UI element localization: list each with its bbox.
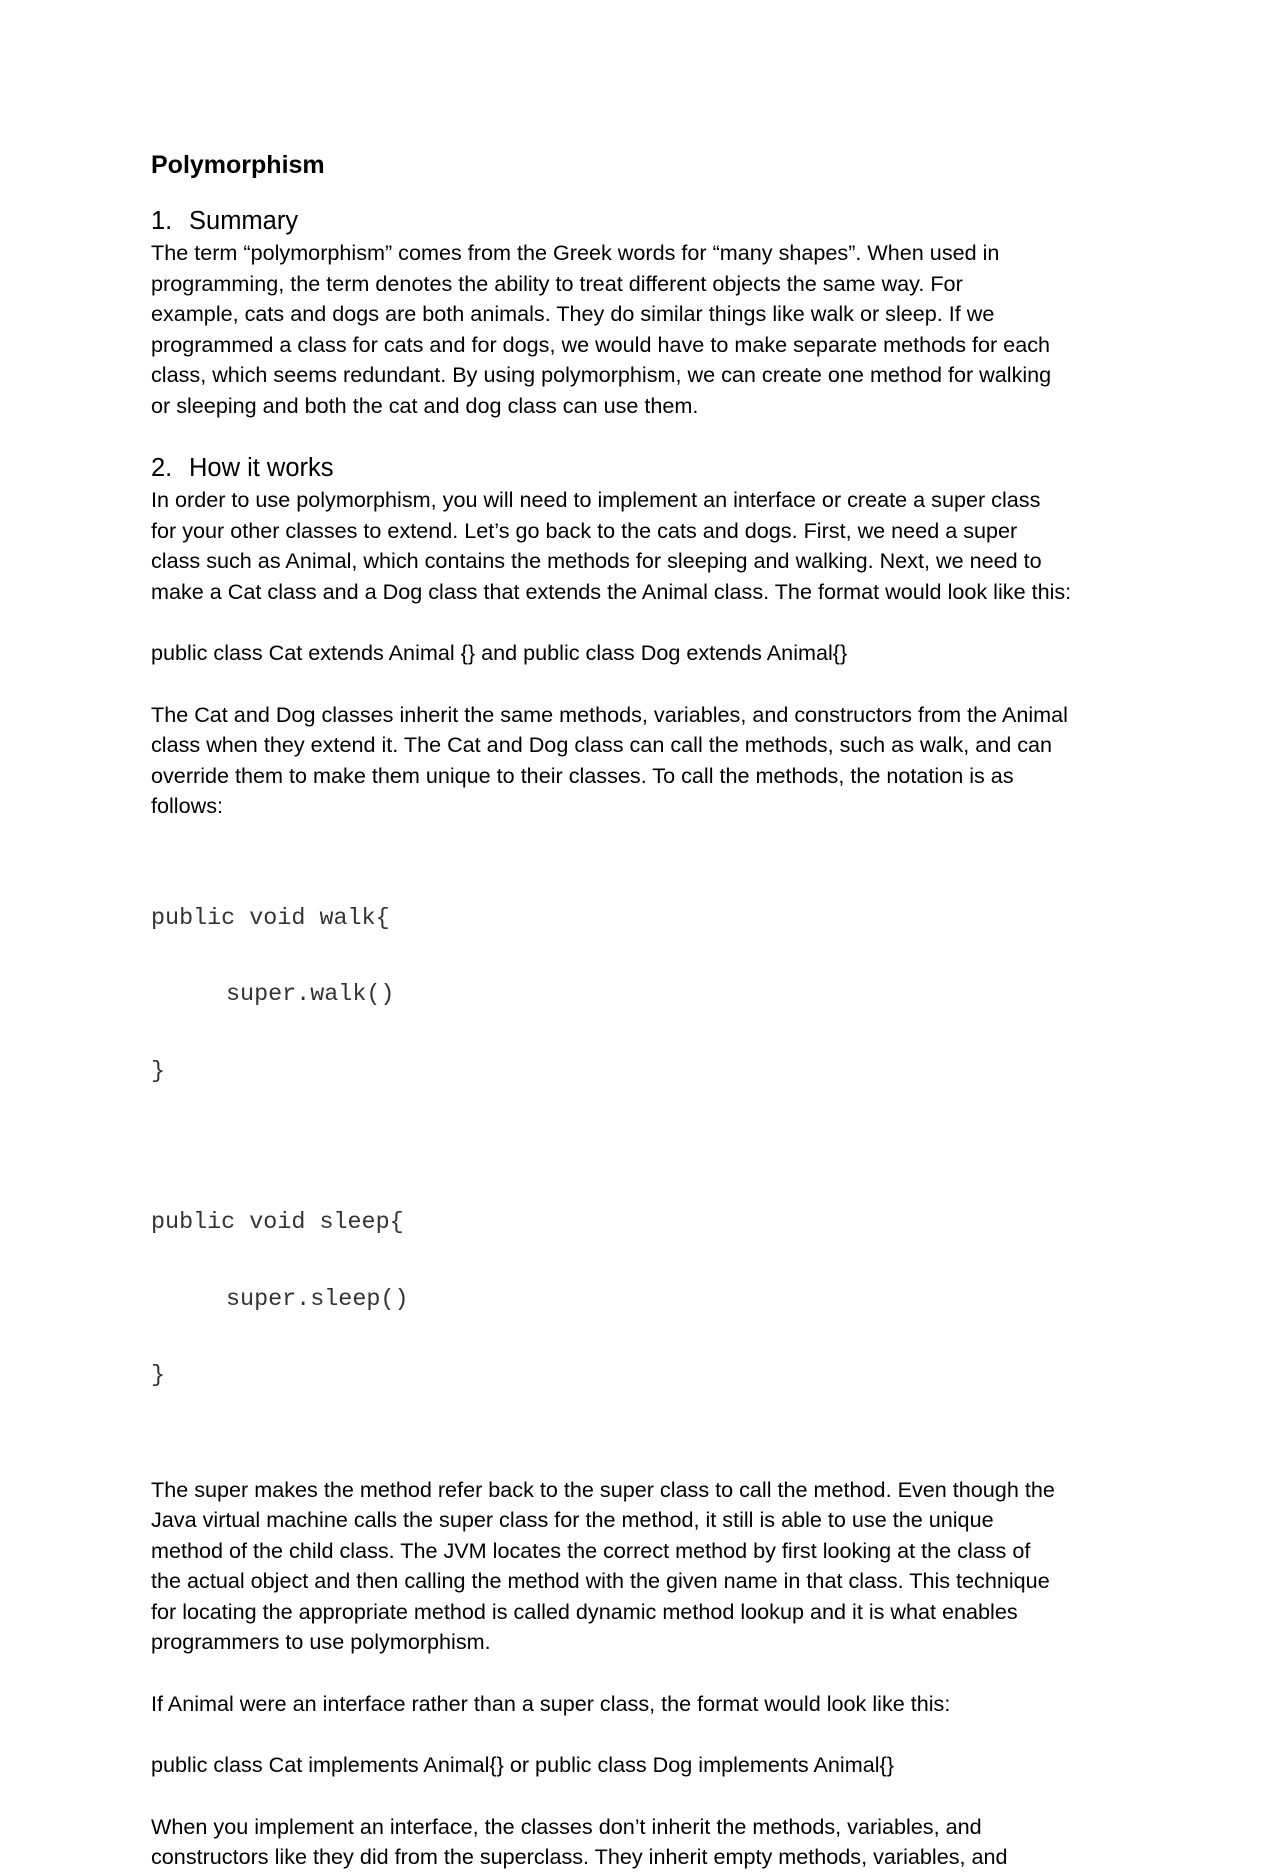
section-how-it-works	[151, 451, 1136, 1873]
section-summary	[151, 204, 1136, 421]
intro-paragraph	[151, 485, 1136, 607]
text-line: class, which seems redundant. By using polymorphism, we can create one method for walking	[151, 362, 1052, 387]
code-block-walk	[151, 856, 1136, 1137]
code-line: public void sleep{	[151, 1210, 404, 1236]
text-line: make a Cat class and a Dog class that extends the Animal class. The format would look like this:	[151, 578, 1072, 604]
super-paragraph	[151, 1475, 1136, 1658]
text-line: or sleeping and both the cat and dog class can use them.	[151, 392, 699, 418]
text-line: example, cats and dogs are both animals. They do similar things like walk or sleep. If we	[151, 301, 995, 326]
text-line: class when they extend it. The Cat and Dog class can call the methods, such as walk, and can	[151, 732, 1053, 757]
text-line: follows:	[151, 793, 224, 818]
text-line: the actual object and then calling the method with the given name in that class. This technique	[151, 1568, 1050, 1593]
document-body	[151, 148, 1136, 1873]
section-heading-text: How it works	[189, 454, 334, 482]
text-line: When you implement an interface, the classes don’t inherit the methods, variables, and	[151, 1813, 982, 1839]
inherit-paragraph	[151, 700, 1136, 822]
text-line: class such as Animal, which contains the methods for sleeping and walking. Next, we need to	[151, 548, 1042, 573]
text-line: override them to make them unique to their classes. To call the methods, the notation is as	[151, 762, 1014, 788]
code-line: super.sleep()	[226, 1286, 409, 1313]
summary-paragraph	[151, 238, 1136, 421]
code-block-sleep	[151, 1160, 1136, 1441]
interface-paragraph	[151, 1812, 1136, 1873]
text-line: The Cat and Dog classes inherit the same methods, variables, and constructors from the Animal	[151, 701, 1068, 727]
section-heading-text: Summary	[189, 207, 299, 235]
text-line: for your other classes to extend. Let’s go back to the cats and dogs. First, we need a super	[151, 517, 1018, 543]
text-line: programmed a class for cats and for dogs, we would have to make separate methods for each	[151, 331, 1051, 357]
code-line: }	[151, 1363, 166, 1389]
section-heading	[151, 204, 1136, 238]
text-line: method of the child class. The JVM locates the correct method by first looking at the class of	[151, 1537, 1031, 1563]
text-line: The term “polymorphism” comes from the Greek words for “many shapes”. When used in	[151, 240, 1000, 265]
document-title: Polymorphism	[151, 151, 325, 179]
code-line: public void walk{	[151, 905, 390, 932]
text-line: constructors like they did from the superclass. They inherit empty methods, variables, and	[151, 1844, 1008, 1869]
implements-example: public class Cat implements Animal{} or public class Dog implements Animal{}	[151, 1752, 894, 1777]
text-line: programmers to use polymorphism.	[151, 1629, 491, 1654]
text-line: programming, the term denotes the ability to treat different objects the same way. For	[151, 270, 963, 296]
section-number: 2.	[151, 454, 173, 482]
text-line: Java virtual machine calls the super class for the method, it still is able to use the unique	[151, 1507, 994, 1532]
section-heading	[151, 451, 1136, 485]
interface-intro: If Animal were an interface rather than a super class, the format would look like this:	[151, 1690, 951, 1716]
code-line: }	[151, 1058, 166, 1085]
text-line: The super makes the method refer back to the super class to call the method. Even though the	[151, 1476, 1055, 1502]
text-line: In order to use polymorphism, you will need to implement an interface or create a super class	[151, 487, 1041, 512]
extends-example: public class Cat extends Animal {} and public class Dog extends Animal{}	[151, 640, 848, 665]
text-line: for locating the appropriate method is called dynamic method lookup and it is what enables	[151, 1598, 1018, 1624]
code-line: super.walk()	[226, 982, 395, 1008]
section-number: 1.	[151, 207, 173, 235]
